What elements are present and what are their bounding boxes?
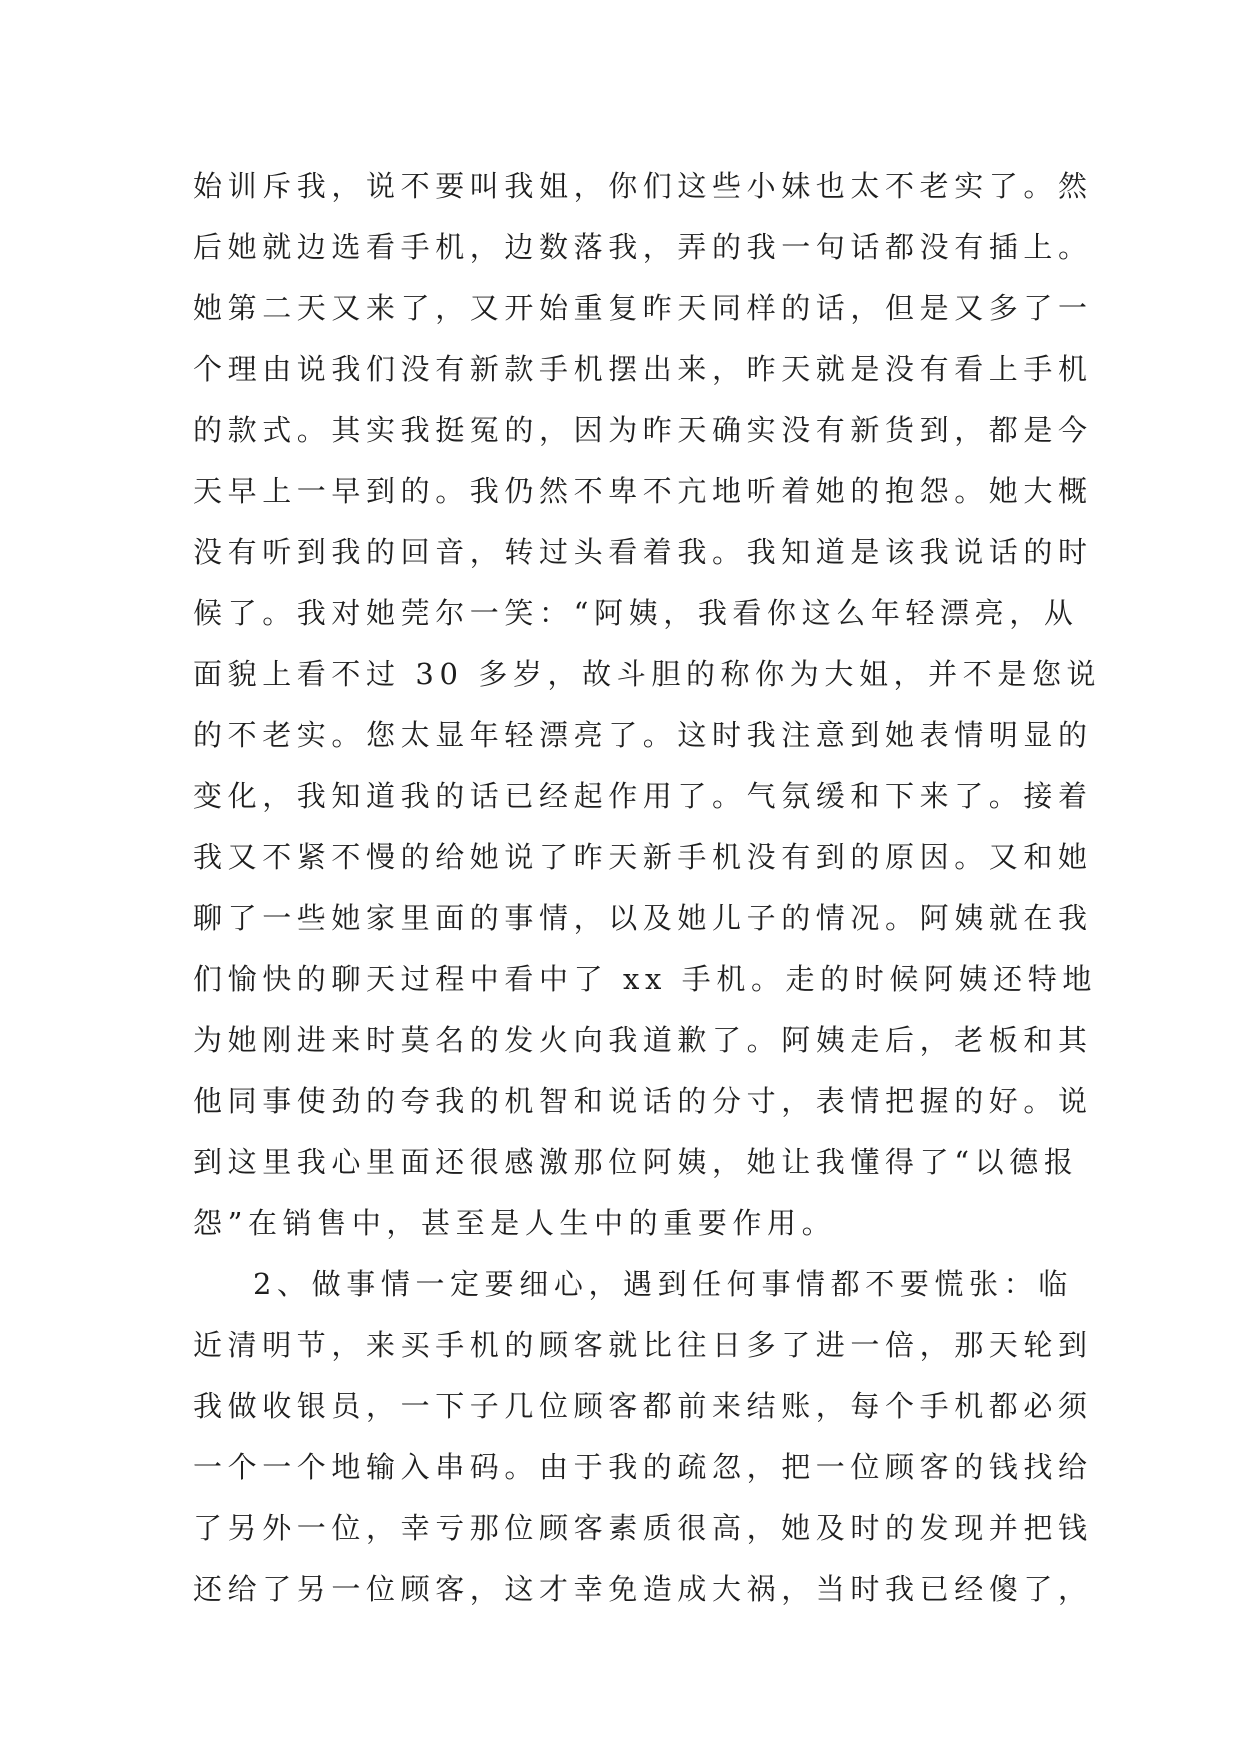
text-line: 我又不紧不慢的给她说了昨天新手机没有到的原因。又和她 bbox=[193, 840, 1093, 874]
text-line: 聊了一些她家里面的事情，以及她儿子的情况。阿姨就在我 bbox=[193, 901, 1093, 935]
text-line: 的不老实。您太显年轻漂亮了。这时我注意到她表情明显的 bbox=[193, 718, 1093, 752]
text-line: 个理由说我们没有新款手机摆出来，昨天就是没有看上手机 bbox=[193, 352, 1093, 386]
text-line: 始训斥我，说不要叫我姐，你们这些小妹也太不老实了。然 bbox=[193, 169, 1093, 203]
text-line: 近清明节，来买手机的顾客就比往日多了进一倍，那天轮到 bbox=[193, 1328, 1093, 1362]
text-line: 他同事使劲的夸我的机智和说话的分寸，表情把握的好。说 bbox=[193, 1084, 1093, 1118]
text-line: 了另外一位，幸亏那位顾客素质很高，她及时的发现并把钱 bbox=[193, 1511, 1093, 1545]
text-line: 怨”在销售中，甚至是人生中的重要作用。 bbox=[193, 1206, 837, 1240]
text-line: 为她刚进来时莫名的发火向我道歉了。阿姨走后，老板和其 bbox=[193, 1023, 1093, 1057]
text-line: 2、做事情一定要细心，遇到任何事情都不要慌张：临 bbox=[253, 1267, 1073, 1301]
text-line: 候了。我对她莞尔一笑：“阿姨，我看你这么年轻漂亮，从 bbox=[193, 596, 1079, 630]
text-line: 到这里我心里面还很感激那位阿姨，她让我懂得了“以德报 bbox=[193, 1145, 1079, 1179]
text-line: 面貌上看不过 30 多岁，故斗胆的称你为大姐，并不是您说 bbox=[193, 657, 1102, 691]
text-line: 变化，我知道我的话已经起作用了。气氛缓和下来了。接着 bbox=[193, 779, 1093, 813]
text-line: 没有听到我的回音，转过头看着我。我知道是该我说话的时 bbox=[193, 535, 1093, 569]
text-line: 她第二天又来了，又开始重复昨天同样的话，但是又多了一 bbox=[193, 291, 1093, 325]
text-line: 的款式。其实我挺冤的，因为昨天确实没有新货到，都是今 bbox=[193, 413, 1093, 447]
text-line: 们愉快的聊天过程中看中了 xx 手机。走的时候阿姨还特地 bbox=[193, 962, 1097, 996]
text-line: 还给了另一位顾客，这才幸免造成大祸，当时我已经傻了， bbox=[193, 1572, 1093, 1606]
text-line: 天早上一早到的。我仍然不卑不亢地听着她的抱怨。她大概 bbox=[193, 474, 1093, 508]
text-line: 一个一个地输入串码。由于我的疏忽，把一位顾客的钱找给 bbox=[193, 1450, 1093, 1484]
text-line: 我做收银员，一下子几位顾客都前来结账，每个手机都必须 bbox=[193, 1389, 1093, 1423]
text-line: 后她就边选看手机，边数落我，弄的我一句话都没有插上。 bbox=[193, 230, 1093, 264]
